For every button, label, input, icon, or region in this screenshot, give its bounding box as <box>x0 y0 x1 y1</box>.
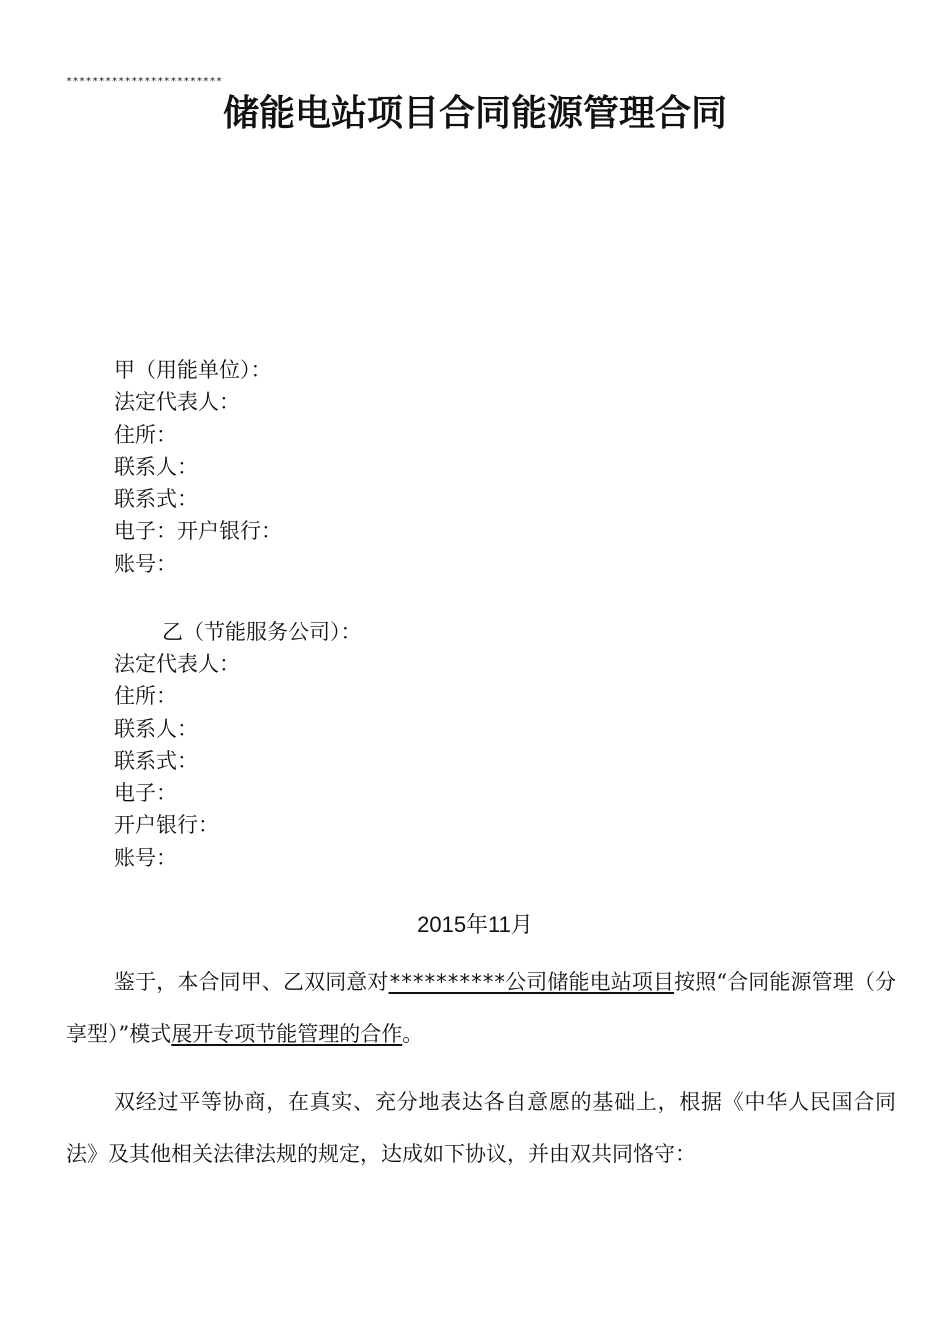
paragraph-whereas-part1: 鉴于，本合同甲、乙双同意对 <box>114 970 389 994</box>
party-b-address: 住所： <box>114 684 177 709</box>
party-a-address: 住所： <box>114 422 177 447</box>
party-a-email-bank: 电子：开户银行： <box>114 519 282 544</box>
paragraph-agreement: 双经过平等协商，在真实、充分地表达各自意愿的基础上，根据《中华人民国合同法》及其他相关法律法规的规定，达成如下协议，并由双共同恪守： <box>66 1090 896 1166</box>
party-b-legal-rep: 法定代表人： <box>114 652 240 676</box>
party-a-contact: 联系人： <box>114 454 198 479</box>
party-a-legal-rep: 法定代表人： <box>114 390 240 415</box>
project-name <box>389 970 675 994</box>
party-b-bank: 开户银行： <box>114 813 219 838</box>
party-a-heading: 甲（用能单位）： <box>114 358 272 382</box>
party-a-contact-method: 联系式： <box>114 487 198 512</box>
party-a-account: 账号： <box>114 551 177 576</box>
project-name-text: 公司储能电站项目 <box>505 970 675 994</box>
party-a-block <box>114 354 282 580</box>
header-stars: ************************ <box>66 76 223 87</box>
paragraph-whereas-end: 。 <box>402 1022 424 1046</box>
party-b-block <box>114 648 240 874</box>
project-name-stars: ********** <box>388 970 505 994</box>
cooperation-scope: 展开专项节能管理的合作 <box>171 1022 403 1046</box>
party-b-heading: 乙（节能服务公司）： <box>162 620 362 644</box>
party-b-contact-method: 联系式： <box>114 748 198 773</box>
document-title: 储能电站项目合同能源管理合同 <box>222 93 727 134</box>
party-b-account: 账号： <box>114 845 177 870</box>
paragraph-whereas-part2: 按照“合同能源管理（分享型）”模式 <box>66 970 897 1046</box>
party-b-email: 电子： <box>114 781 177 806</box>
paragraph-whereas <box>66 956 896 1060</box>
contract-date: 2015年11月 <box>417 912 533 937</box>
party-b-contact: 联系人： <box>114 716 198 741</box>
